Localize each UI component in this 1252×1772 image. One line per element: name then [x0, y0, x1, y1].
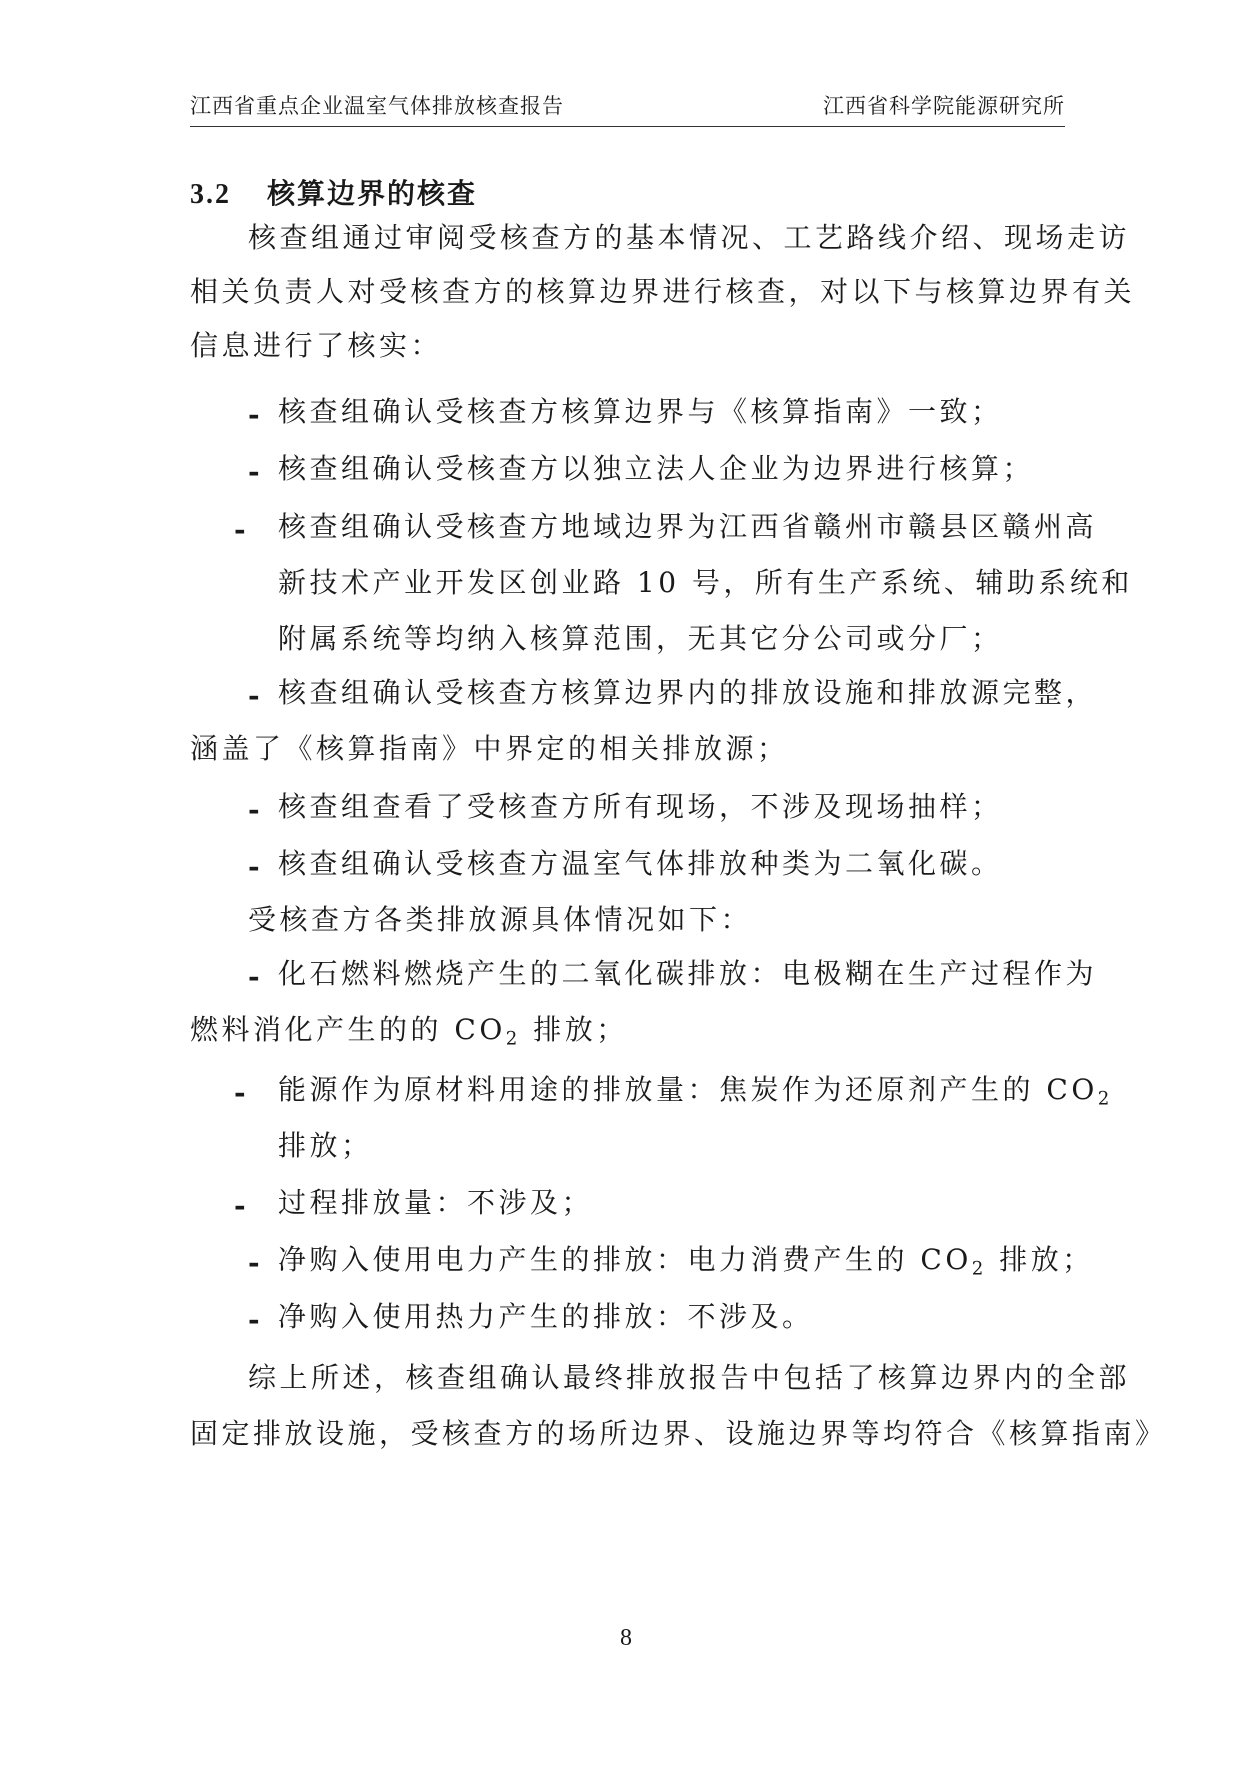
page-header — [190, 86, 1065, 127]
source-text: 过程排放量：不涉及； — [278, 1186, 594, 1219]
header-institute: 江西省科学院能源研究所 — [823, 94, 1065, 118]
bullet-dash: - — [248, 1246, 260, 1279]
bullet-dash: - — [248, 455, 260, 488]
source-text: 排放； — [278, 1129, 373, 1162]
intro-line: 相关负责人对受核查方的核算边界进行核查，对以下与核算边界有关 — [190, 275, 1136, 308]
bullet-dash: - — [234, 1076, 246, 1109]
bullet-dash: - — [234, 1189, 246, 1222]
bullet-dash: - — [248, 960, 260, 993]
bullet-dash: - — [248, 1303, 260, 1336]
bullet-dash: - — [248, 398, 260, 431]
bullet-text: 核查组确认受核查方核算边界内的排放设施和排放源完整， — [278, 676, 1098, 709]
conclusion-line: 固定排放设施，受核查方的场所边界、设施边界等均符合《核算指南》 — [190, 1417, 1167, 1450]
bullet-text: 核查组确认受核查方地域边界为江西省赣州市赣县区赣州高 — [278, 510, 1098, 543]
conclusion-line: 综上所述，核查组确认最终排放报告中包括了核算边界内的全部 — [248, 1361, 1131, 1394]
bullet-text: 核查组查看了受核查方所有现场，不涉及现场抽样； — [278, 790, 1003, 823]
bullet-text: 核查组确认受核查方核算边界与《核算指南》一致； — [278, 395, 1003, 428]
bullet-dash: - — [248, 850, 260, 883]
bullet-text: 新技术产业开发区创业路 10 号，所有生产系统、辅助系统和 — [278, 566, 1133, 599]
section-number: 3.2 — [190, 179, 231, 210]
bullet-dash: - — [248, 793, 260, 826]
page-number: 8 — [620, 1625, 632, 1651]
header-report-title: 江西省重点企业温室气体排放核查报告 — [190, 94, 564, 118]
source-text: 能源作为原材料用途的排放量：焦炭作为还原剂产生的 $CO_2$ — [278, 1073, 1113, 1110]
section-title: 核算边界的核查 — [267, 177, 478, 210]
section-heading — [190, 172, 477, 212]
intro-line: 核查组通过审阅受核查方的基本情况、工艺路线介绍、现场走访 — [248, 221, 1131, 254]
source-text: 净购入使用热力产生的排放：不涉及。 — [278, 1300, 814, 1333]
source-text: 燃料消化产生的的 $CO_2$ 排放； — [190, 1013, 628, 1050]
sources-intro: 受核查方各类排放源具体情况如下： — [248, 903, 753, 936]
bullet-text: 核查组确认受核查方温室气体排放种类为二氧化碳。 — [278, 847, 1003, 880]
source-text: 化石燃料燃烧产生的二氧化碳排放：电极糊在生产过程作为 — [278, 957, 1098, 990]
source-text: 净购入使用电力产生的排放：电力消费产生的 $CO_2$ 排放； — [278, 1243, 1094, 1280]
bullet-text: 涵盖了《核算指南》中界定的相关排放源； — [190, 732, 789, 765]
bullet-dash: - — [234, 513, 246, 546]
bullet-dash: - — [248, 679, 260, 712]
bullet-text: 附属系统等均纳入核算范围，无其它分公司或分厂； — [278, 622, 1003, 655]
intro-line: 信息进行了核实： — [190, 329, 443, 362]
bullet-text: 核查组确认受核查方以独立法人企业为边界进行核算； — [278, 452, 1035, 485]
